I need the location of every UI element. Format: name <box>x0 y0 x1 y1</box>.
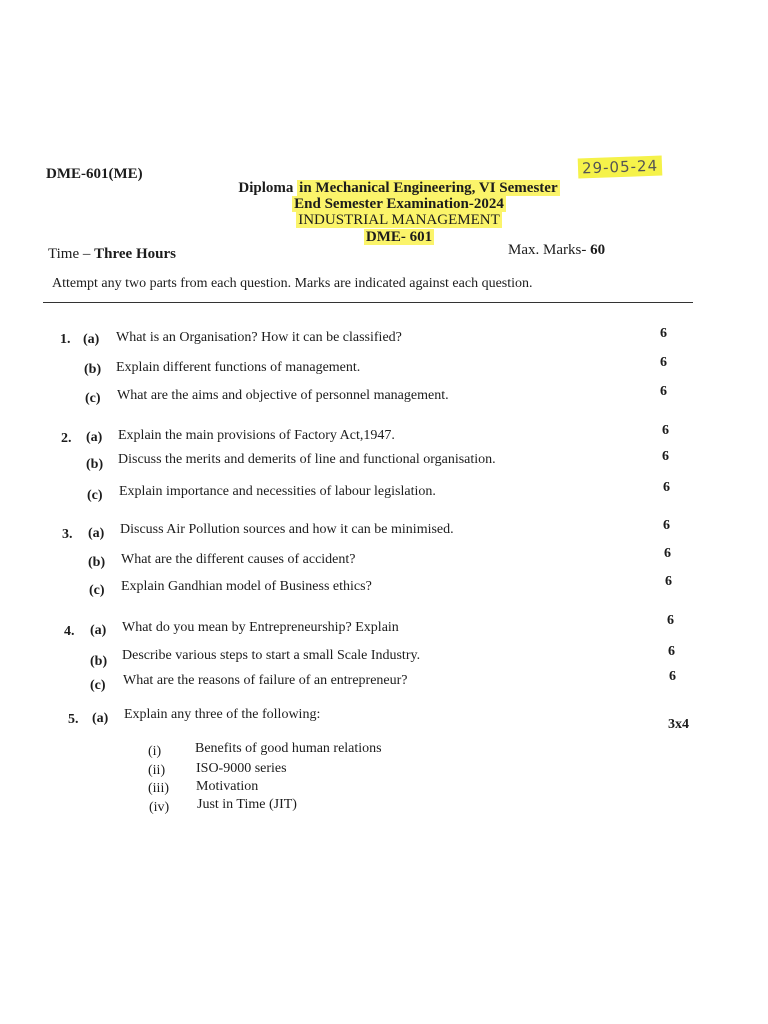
marks: 6 <box>663 518 670 533</box>
question-text: What are the different causes of accident? <box>121 552 356 567</box>
question-number: 5. <box>68 712 79 727</box>
subitem-label: (iii) <box>148 781 169 796</box>
exam-title: End Semester Examination-2024 <box>294 196 504 212</box>
subitem-label: (i) <box>148 744 162 759</box>
marks: 6 <box>667 613 674 628</box>
max-marks-label: Max. Marks- <box>508 242 591 258</box>
paper-code: DME-601(ME) <box>46 166 143 182</box>
question-text: Discuss the merits and demerits of line and functional organisation. <box>118 452 496 467</box>
question-text: What are the aims and objective of personnel management. <box>117 388 449 403</box>
part-label: (c) <box>89 583 105 598</box>
part-label: (a) <box>92 711 109 726</box>
marks: 6 <box>660 384 667 399</box>
time-allowed <box>48 246 176 263</box>
question-text: What do you mean by Entrepreneurship? Explain <box>122 620 399 635</box>
question-text: Describe various steps to start a small Scale Industry. <box>122 648 421 663</box>
marks: 6 <box>660 326 667 341</box>
marks: 3x4 <box>668 717 689 732</box>
part-label: (b) <box>88 555 106 570</box>
instructions: Attempt any two parts from each question. Marks are indicated against each question. <box>52 276 533 291</box>
header-line-1-prefix: Diploma <box>238 180 294 196</box>
part-label: (c) <box>87 488 103 503</box>
max-marks-value: 60 <box>590 242 606 258</box>
part-label: (a) <box>88 526 105 541</box>
question-number: 2. <box>61 431 72 446</box>
time-value: Three Hours <box>94 246 176 262</box>
question-text: Explain any three of the following: <box>124 707 321 722</box>
marks: 6 <box>664 546 671 561</box>
subitem-text: Motivation <box>196 779 259 794</box>
subitem-text: Benefits of good human relations <box>195 741 382 756</box>
subitem-text: Just in Time (JIT) <box>197 797 297 812</box>
question-text: Explain the main provisions of Factory Act,1947. <box>118 428 395 443</box>
header-line-1-rest: in Mechanical Engineering, VI Semester <box>299 180 558 196</box>
part-label: (b) <box>86 457 104 472</box>
max-marks <box>508 242 605 259</box>
subject-title: INDUSTRIAL MANAGEMENT <box>298 212 500 228</box>
marks: 6 <box>662 449 669 464</box>
handwritten-date: 29-05-24 <box>578 156 663 179</box>
question-text: What is an Organisation? How it can be classified? <box>116 330 402 345</box>
part-label: (c) <box>85 391 101 406</box>
part-label: (a) <box>86 430 103 445</box>
header-line-4 <box>0 229 768 246</box>
marks: 6 <box>662 423 669 438</box>
header-line-1 <box>0 180 768 197</box>
part-label: (a) <box>83 332 100 347</box>
header-line-2 <box>0 196 768 213</box>
marks: 6 <box>669 669 676 684</box>
divider <box>43 302 693 303</box>
question-text: Explain Gandhian model of Business ethics? <box>121 579 372 594</box>
subitem-label: (ii) <box>148 763 166 778</box>
header-line-3 <box>0 212 768 229</box>
question-text: What are the reasons of failure of an entrepreneur? <box>123 673 408 688</box>
part-label: (a) <box>90 623 107 638</box>
marks: 6 <box>668 644 675 659</box>
time-label: Time – <box>48 246 95 262</box>
question-number: 4. <box>64 624 75 639</box>
question-text: Discuss Air Pollution sources and how it can be minimised. <box>120 522 454 537</box>
marks: 6 <box>663 480 670 495</box>
subitem-text: ISO-9000 series <box>196 761 287 776</box>
question-text: Explain importance and necessities of labour legislation. <box>119 484 436 499</box>
subitem-label: (iv) <box>149 800 170 815</box>
marks: 6 <box>665 574 672 589</box>
part-label: (c) <box>90 678 106 693</box>
subject-code: DME- 601 <box>365 229 433 245</box>
question-number: 1. <box>60 332 71 347</box>
question-text: Explain different functions of management. <box>116 360 361 375</box>
question-number: 3. <box>62 527 73 542</box>
part-label: (b) <box>84 362 102 377</box>
marks: 6 <box>660 355 667 370</box>
part-label: (b) <box>90 654 108 669</box>
